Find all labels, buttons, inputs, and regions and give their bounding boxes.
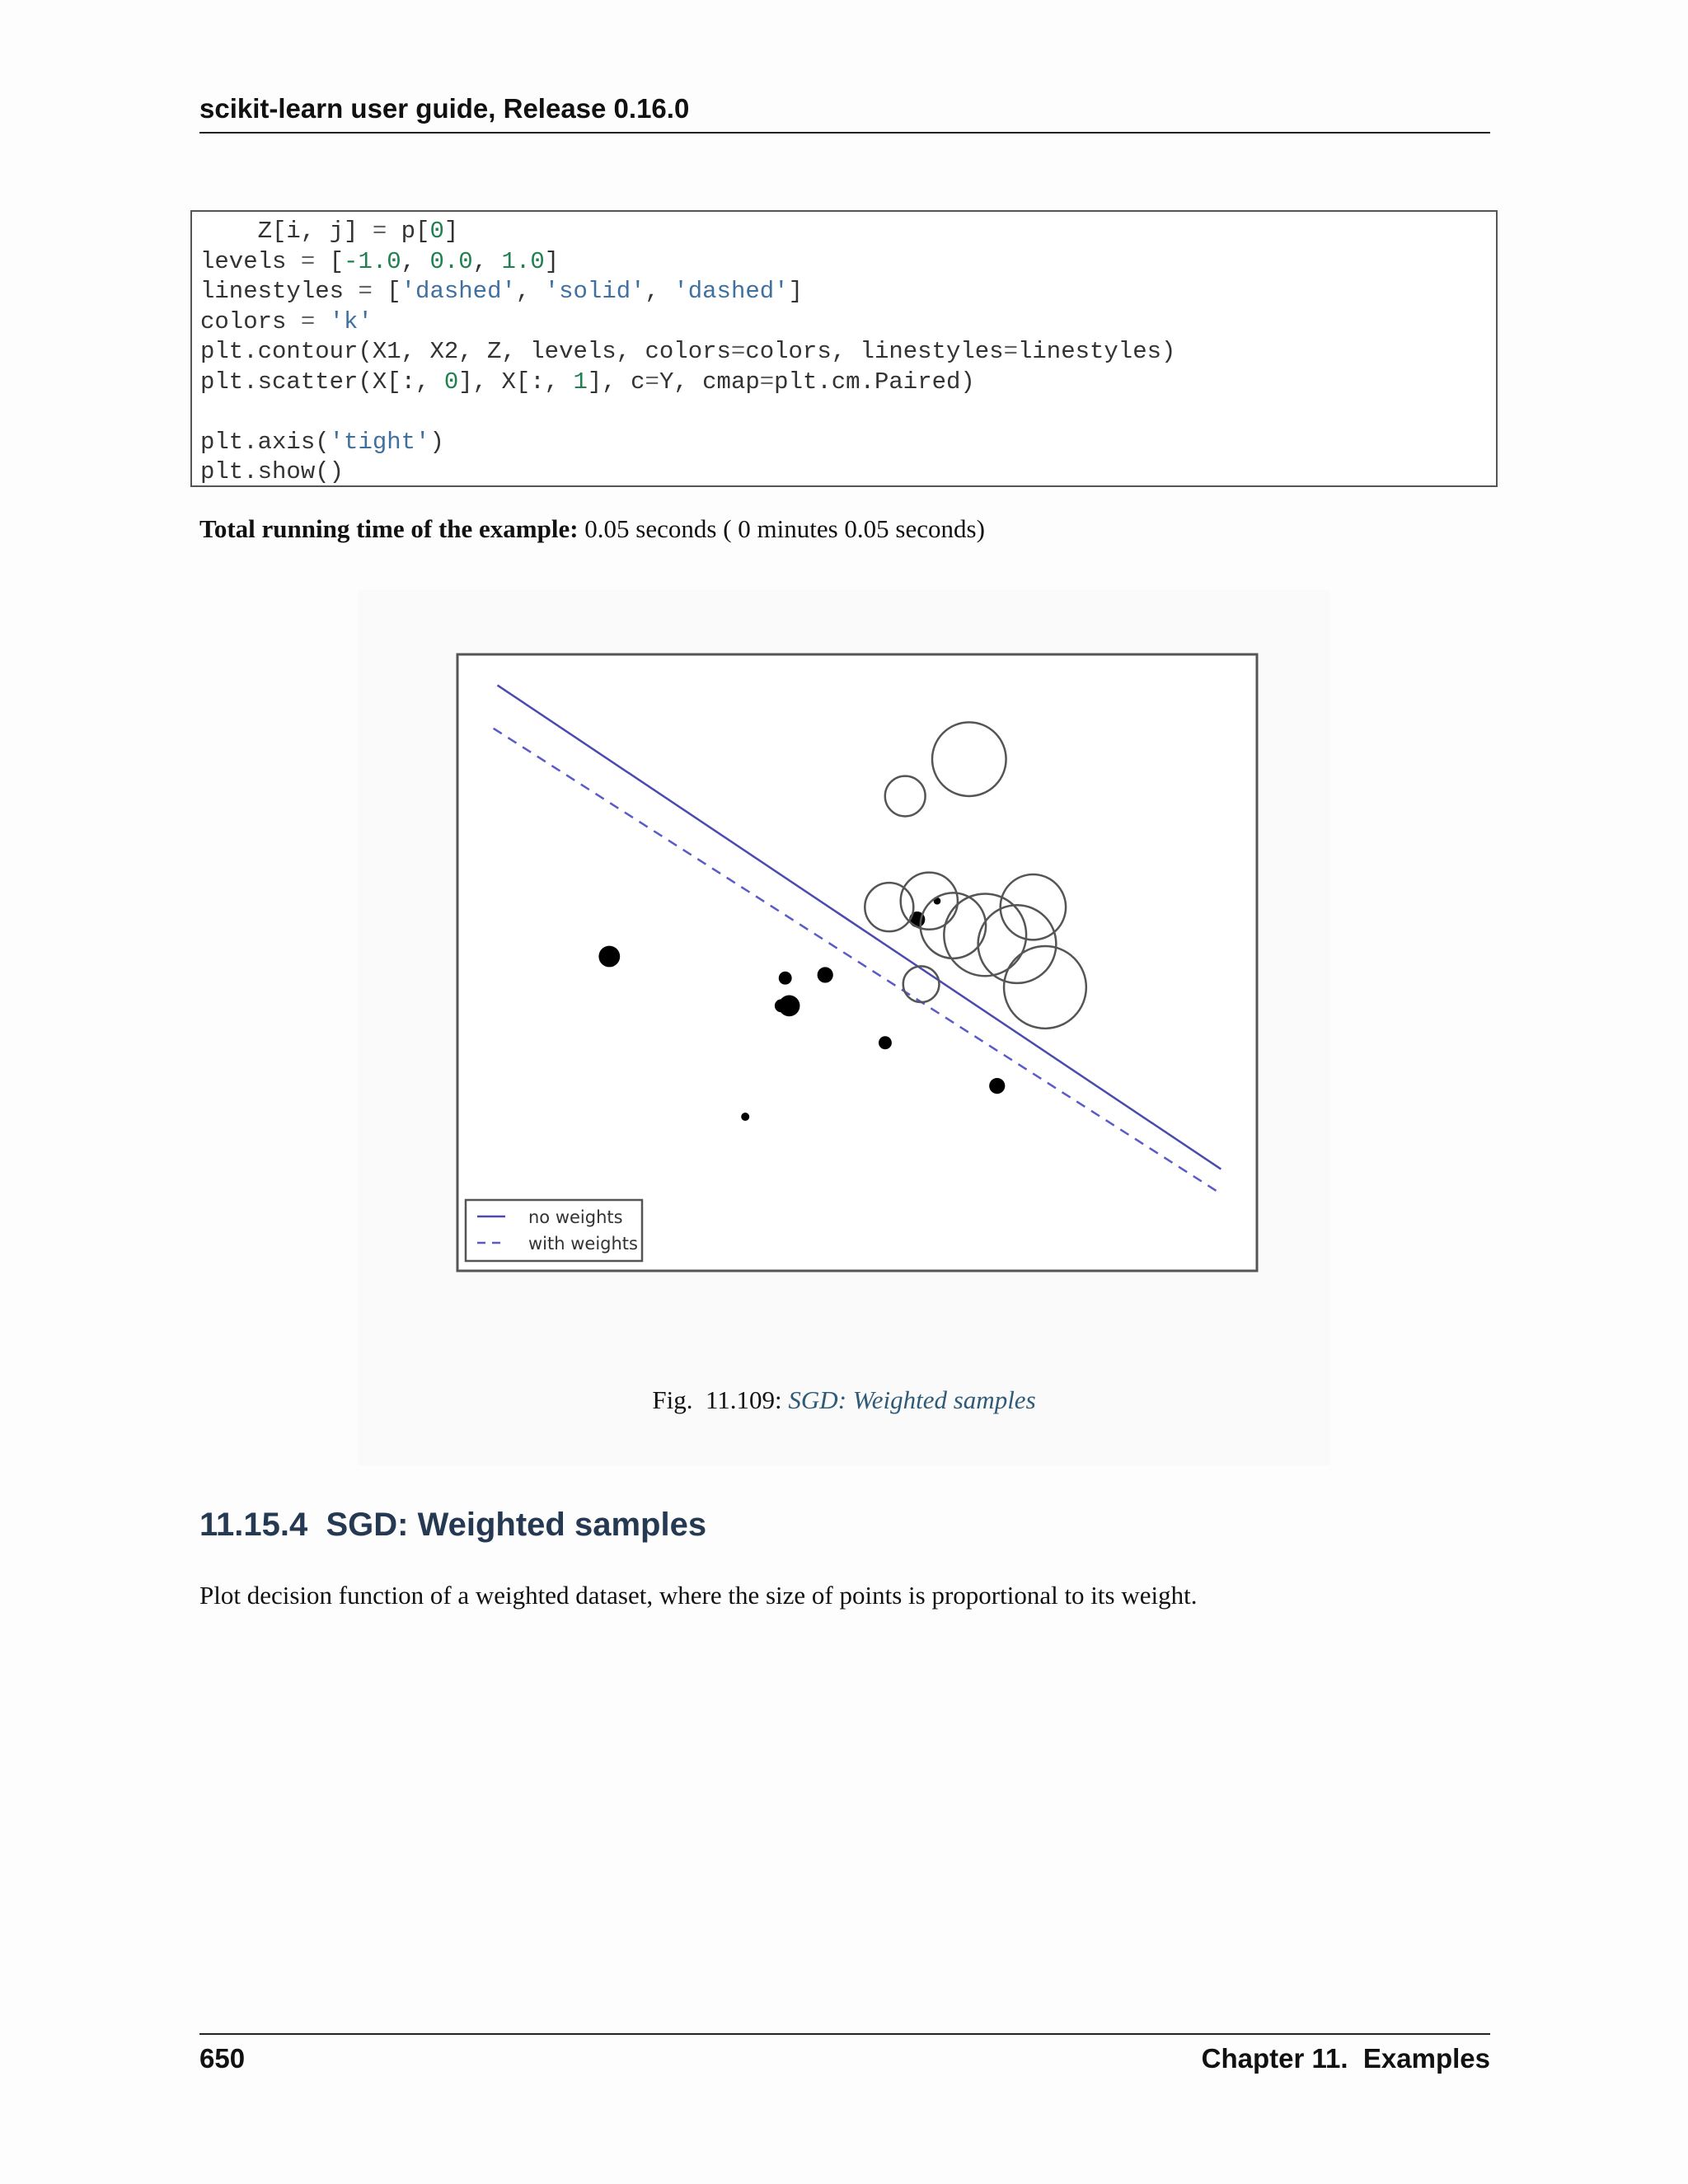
code-token	[315, 308, 329, 335]
document-title: scikit-learn user guide, Release 0.16.0	[199, 93, 690, 124]
code-token: ]	[544, 247, 560, 275]
code-token: =	[358, 278, 373, 305]
code-line	[200, 307, 1496, 338]
code-token: =	[730, 338, 746, 365]
running-time-label: Total running time of the example:	[199, 514, 579, 543]
code-token: ,	[472, 247, 502, 275]
code-token: -1.0	[344, 247, 401, 275]
running-header	[199, 92, 1490, 134]
code-token: 'k'	[329, 307, 373, 335]
page-number: 650	[199, 2043, 246, 2074]
code-line	[200, 457, 1496, 488]
code-token: ,	[401, 247, 430, 275]
running-time-value: 0.05 seconds ( 0 minutes 0.05 seconds)	[578, 514, 985, 543]
code-token: colors	[200, 307, 301, 335]
code-token: ], c	[587, 368, 645, 396]
code-token: 0.0	[429, 247, 473, 275]
section-heading: 11.15.4 SGD: Weighted samples	[199, 1507, 707, 1543]
code-token: plt.show()	[200, 458, 345, 485]
code-token: ,	[515, 278, 545, 305]
weighted-sample-point-filled	[879, 1036, 892, 1049]
figure-caption-link[interactable]: SGD: Weighted samples	[788, 1385, 1036, 1414]
figure-caption-prefix: Fig. 11.109:	[652, 1385, 789, 1414]
figure-caption	[0, 1384, 1688, 1417]
legend-label: with weights	[528, 1234, 638, 1254]
code-line	[200, 397, 1496, 428]
code-token: 'solid'	[544, 278, 645, 305]
code-block	[190, 210, 1498, 487]
chapter-title: Chapter 11. Examples	[1201, 2043, 1490, 2074]
code-token: =	[1003, 338, 1018, 365]
code-token: [	[372, 278, 401, 305]
code-token: plt.axis(	[200, 428, 330, 456]
code-token: 'tight'	[329, 428, 430, 456]
weighted-sample-point-filled	[818, 967, 833, 982]
code-token: 1.0	[501, 247, 545, 275]
code-token: p[	[387, 218, 430, 245]
code-token: )	[429, 428, 444, 456]
running-time-note	[199, 513, 985, 546]
code-token: =	[300, 307, 316, 335]
code-token: plt.contour(X1, X2, Z, levels, colors	[200, 338, 731, 365]
code-token: linestyles)	[1017, 338, 1176, 365]
weighted-sample-point-filled	[598, 946, 620, 968]
code-line	[200, 217, 1496, 247]
code-token: 'dashed'	[673, 278, 789, 305]
code-token: 'dashed'	[401, 278, 516, 305]
footer-rule	[199, 2033, 1490, 2035]
figure	[358, 590, 1330, 1465]
sgd-weighted-samples-plot	[358, 590, 1330, 1348]
code-line	[200, 337, 1496, 368]
code-token: 0	[429, 218, 444, 245]
code-token: 1	[573, 368, 588, 396]
code-token: colors, linestyles	[745, 338, 1004, 365]
weighted-sample-point-filled	[775, 999, 788, 1012]
code-token: linestyles	[200, 278, 359, 305]
code-token: =	[759, 368, 775, 396]
code-token: ], X[:,	[458, 368, 574, 396]
code-token: [	[315, 247, 345, 275]
weighted-sample-point-filled	[779, 972, 792, 985]
code-token: ]	[788, 278, 803, 305]
code-token: =	[300, 247, 316, 275]
code-token: ,	[645, 278, 674, 305]
code-token: 0	[443, 368, 459, 396]
code-token: Z[i, j]	[200, 218, 373, 245]
code-token: levels	[200, 247, 301, 275]
code-line	[200, 368, 1496, 398]
code-token: plt.scatter(X[:,	[200, 368, 444, 396]
code-line	[200, 247, 1496, 278]
weighted-sample-point-filled	[741, 1113, 749, 1121]
plot-frame	[457, 654, 1257, 1271]
section-description: Plot decision function of a weighted dataset, where the size of points is proportional to its weight.	[199, 1581, 1198, 1610]
code-token: Y, cmap	[659, 368, 760, 396]
weighted-sample-point-filled	[989, 1078, 1005, 1094]
code-line	[200, 428, 1496, 458]
code-token: =	[372, 218, 387, 245]
code-line	[200, 277, 1496, 307]
code-token: plt.cm.Paired)	[774, 368, 975, 396]
legend-label: no weights	[528, 1207, 623, 1227]
code-token: =	[645, 368, 659, 396]
code-token: ]	[443, 218, 459, 245]
